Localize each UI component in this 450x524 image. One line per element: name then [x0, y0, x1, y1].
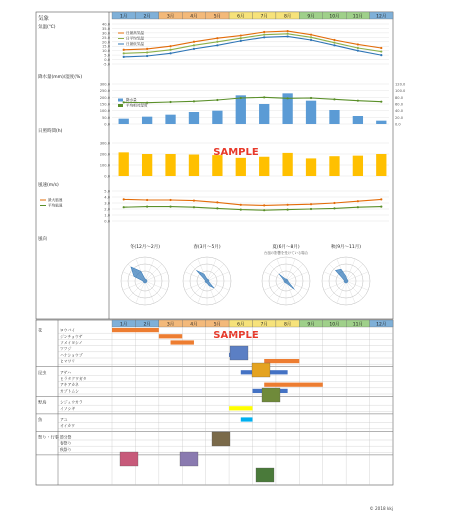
pheno-month-header-label: 2月 [143, 322, 151, 328]
precip-tick: 0.0 [104, 122, 110, 127]
precip-rtick: 60.0 [395, 102, 404, 107]
sun-bar [212, 155, 222, 176]
precip-tick: 150.0 [99, 102, 110, 107]
temp-point [216, 37, 218, 39]
pheno-month-header-label: 7月 [260, 322, 268, 328]
winddir-season-note: 台風の影響を受けている場合 [263, 251, 309, 255]
pheno-item-label: アキアカネ [60, 382, 79, 388]
temp-line [124, 34, 382, 54]
temp-point [123, 56, 125, 58]
temp-point [216, 41, 218, 43]
precip-rtick: 120.0 [395, 82, 406, 87]
temp-tick: 40.0 [101, 22, 110, 27]
winddir-rose [279, 274, 295, 290]
sun-bar [236, 158, 246, 176]
phenology-frame [36, 320, 393, 485]
month-header-label: 7月 [260, 14, 268, 20]
temp-tick: 25.0 [101, 35, 110, 40]
month-header-label: 6月 [237, 14, 245, 20]
wind-legend-entry: 最大風速 [48, 198, 63, 202]
wind-point [146, 199, 148, 201]
pheno-item-label: ヒマワリ [60, 358, 76, 364]
winddir-season-label: 夏(6月～8月) [272, 245, 300, 250]
winddir-spoke [207, 264, 224, 281]
wind-point [287, 209, 289, 211]
pheno-item-label: 春祭り [60, 440, 72, 446]
precip-bar [236, 95, 246, 124]
photo-thumbnail [256, 468, 274, 482]
temp-tick: 0.0 [104, 58, 110, 63]
pheno-month-header-label: 5月 [213, 322, 222, 328]
month-header-label: 2月 [143, 14, 151, 20]
temp-point [193, 44, 195, 46]
wind-tick: 5.0 [104, 189, 110, 194]
pheno-bar [241, 417, 253, 421]
winddir-spoke [346, 281, 363, 298]
month-header-label: 1月 [120, 14, 128, 20]
photo-thumbnail [180, 452, 198, 466]
pheno-bar [229, 406, 252, 410]
temp-point [287, 33, 289, 35]
temp-point [263, 36, 265, 38]
wind-point [263, 204, 265, 206]
temp-point [169, 45, 171, 47]
weather-label: 気象 [38, 16, 50, 22]
sun-tick: 0.0 [104, 174, 110, 179]
wind-point [310, 208, 312, 210]
sun-bar [165, 154, 175, 176]
pheno-group-label: 魚 [38, 417, 43, 422]
temp-point [123, 52, 125, 54]
wind-point [240, 204, 242, 206]
precip-bar [119, 119, 129, 124]
temp-legend-entry: 日最低気温 [126, 42, 144, 46]
temp-point [287, 30, 289, 32]
wind-point [193, 206, 195, 208]
wind-tick: 3.0 [104, 201, 110, 206]
winddir-spoke [269, 281, 286, 298]
sun-bar [282, 153, 292, 176]
month-header-label: 3月 [166, 14, 175, 20]
pheno-item-label: ヒラタクワガタ [60, 376, 87, 381]
temp-point [146, 48, 148, 50]
wind-tick: 0.0 [104, 219, 110, 224]
pheno-month-header-label: 11月 [352, 322, 363, 328]
pheno-group-label: 野鳥 [38, 399, 47, 405]
precip-tick: 300.0 [99, 82, 110, 87]
photo-thumbnail [212, 432, 230, 446]
wind-tick: 4.0 [104, 195, 110, 200]
precip-bar [142, 117, 152, 124]
precip-bar [165, 115, 175, 124]
wind-point [216, 207, 218, 209]
wind-point [333, 207, 335, 209]
wind-point [263, 209, 265, 211]
wind-point [310, 203, 312, 205]
photo-thumbnail [120, 452, 138, 466]
pheno-item-label: カブトムシ [60, 388, 79, 394]
sun-bar [376, 154, 386, 176]
temp-point [146, 55, 148, 57]
precip-title: 降水量(mm)/湿度(%) [38, 75, 83, 80]
pheno-group-label: 昆虫 [38, 369, 47, 375]
temp-point [380, 50, 382, 52]
pheno-bar [159, 334, 182, 338]
wind-point [240, 209, 242, 211]
temp-legend-entry: 日平均気温 [126, 36, 144, 41]
sun-bar [142, 154, 152, 176]
temp-point [216, 44, 218, 46]
pheno-item-label: イソシギ [60, 405, 76, 411]
sun-bar [119, 152, 129, 176]
precip-bar [212, 111, 222, 124]
pheno-month-header-label: 8月 [283, 322, 292, 328]
temp-point [169, 49, 171, 51]
pheno-bar [171, 340, 194, 344]
wind-point [380, 198, 382, 200]
month-header-label: 9月 [307, 14, 315, 20]
temp-point [263, 34, 265, 36]
photo-thumbnail [262, 388, 280, 402]
humidity-point [357, 100, 359, 102]
copyright: © 2018 kkj [369, 506, 393, 511]
pheno-month-header-label: 6月 [237, 322, 245, 328]
pheno-item-label: ロウバイ [60, 327, 76, 333]
wind-point [123, 198, 125, 200]
sun-bar [306, 158, 316, 176]
month-header-label: 10月 [329, 14, 340, 20]
wind-point [169, 199, 171, 201]
temp-point [333, 42, 335, 44]
sun-tick: 200.0 [99, 152, 110, 157]
pheno-month-header-label: 10月 [329, 322, 340, 328]
pheno-item-label: アユ [60, 417, 68, 422]
wind-point [380, 206, 382, 208]
temp-point [123, 49, 125, 51]
temp-tick: -5.0 [102, 62, 110, 67]
temp-point [287, 35, 289, 37]
pheno-item-label: アゲハ [60, 369, 72, 375]
pheno-item-label: ハナショウブ [60, 352, 83, 358]
wind-point [357, 206, 359, 208]
watermark: SAMPLE [213, 330, 259, 341]
temp-tick: 5.0 [104, 53, 110, 58]
pheno-month-header-label: 3月 [166, 322, 175, 328]
humidity-line [124, 97, 382, 102]
wind-point [123, 206, 125, 208]
wind-point [357, 200, 359, 202]
wind-point [146, 206, 148, 208]
winddir-spoke [286, 264, 303, 281]
temp-tick: 15.0 [101, 44, 110, 49]
humidity-point [123, 101, 125, 103]
pheno-bar [264, 359, 299, 363]
pheno-group-label: 祭り・行事 [38, 434, 59, 440]
sun-bar [329, 156, 339, 176]
humidity-point [333, 98, 335, 100]
pheno-item-label: 節分祭 [60, 434, 72, 440]
winddir-title: 風向 [38, 237, 47, 242]
precip-rtick: 20.0 [395, 115, 404, 120]
precip-bar [189, 112, 199, 124]
temp-point [193, 41, 195, 43]
wind-legend-entry: 平均風速 [48, 203, 63, 208]
winddir-rose [131, 267, 147, 283]
watermark: SAMPLE [213, 147, 259, 158]
wind-point [193, 200, 195, 202]
winddir-spoke [329, 281, 346, 298]
temp-tick: 10.0 [101, 49, 110, 54]
temp-point [169, 52, 171, 54]
wind-tick: 1.0 [104, 213, 110, 218]
sun-tick: 300.0 [99, 141, 110, 146]
pheno-month-header-label: 4月 [190, 322, 198, 328]
humidity-point [310, 97, 312, 99]
temp-point [310, 39, 312, 41]
precip-rtick: 80.0 [395, 95, 404, 100]
sun-bar [353, 156, 363, 176]
precip-bar [353, 116, 363, 124]
precip-legend-swatch [118, 99, 123, 102]
precip-bar [376, 121, 386, 124]
humidity-point [216, 99, 218, 101]
pheno-item-label: シジュウカラ [60, 399, 83, 405]
pheno-item-label: ソメイヨシノ [60, 340, 83, 345]
wind-title: 風速(m/s) [38, 183, 59, 188]
precip-bar [306, 101, 316, 124]
temp-point [240, 34, 242, 36]
precip-tick: 250.0 [99, 89, 110, 94]
temp-point [240, 37, 242, 39]
wind-point [333, 202, 335, 204]
photo-thumbnail [230, 346, 248, 360]
pheno-item-label: 秋祭り [60, 446, 72, 452]
temp-tick: 30.0 [101, 31, 110, 36]
precip-tick: 200.0 [99, 95, 110, 100]
precip-legend-swatch [118, 104, 123, 107]
temp-point [310, 34, 312, 36]
month-header-label: 8月 [283, 14, 292, 20]
winddir-spoke [346, 264, 363, 281]
wind-point [216, 201, 218, 203]
precip-bar [329, 110, 339, 124]
humidity-point [380, 101, 382, 103]
wind-tick: 2.0 [104, 207, 110, 212]
temp-point [193, 48, 195, 50]
precip-tick: 100.0 [99, 109, 110, 114]
month-header-label: 4月 [190, 14, 198, 20]
pheno-item-label: オイカワ [60, 423, 75, 429]
humidity-point [240, 97, 242, 99]
winddir-spoke [190, 281, 207, 298]
winddir-season-label: 冬(12月～2月) [129, 245, 161, 250]
pheno-item-label: ツツジ [60, 346, 72, 352]
temp-tick: 20.0 [101, 40, 110, 45]
temp-point [380, 47, 382, 49]
winddir-season-label: 秋(9月～11月) [330, 245, 362, 250]
temp-point [146, 51, 148, 53]
precip-legend-entry: 降水量 [126, 98, 137, 102]
humidity-point [193, 100, 195, 102]
winddir-spoke [145, 281, 162, 298]
month-header-label: 12月 [376, 14, 387, 20]
month-header-label: 5月 [213, 14, 222, 20]
temp-point [357, 50, 359, 52]
pheno-month-header-label: 12月 [376, 322, 387, 328]
pheno-month-header-label: 9月 [307, 322, 315, 328]
pheno-item-label: ジンチョウゲ [60, 333, 83, 339]
wind-line [124, 199, 382, 205]
winddir-season-label: 春(3月～5月) [193, 245, 221, 250]
wind-line [124, 207, 382, 211]
humidity-point [263, 96, 265, 98]
temp-legend-entry: 日最高気温 [126, 31, 144, 35]
humidity-point [287, 97, 289, 99]
temp-title: 気温(℃) [38, 25, 56, 30]
pheno-group-label: 花 [38, 327, 43, 333]
winddir-spoke [128, 281, 145, 298]
pheno-bar [112, 328, 159, 332]
sun-bar [259, 157, 269, 176]
precip-rtick: 0.0 [395, 122, 401, 127]
temp-point [333, 39, 335, 41]
temp-point [263, 31, 265, 33]
wind-point [169, 206, 171, 208]
sun-title: 日照時間(h) [38, 129, 63, 134]
pheno-bar [264, 383, 323, 387]
humidity-point [169, 101, 171, 103]
temp-point [310, 36, 312, 38]
winddir-spoke [145, 264, 162, 281]
temp-point [357, 47, 359, 49]
precip-tick: 50.0 [101, 115, 110, 120]
temp-tick: 35.0 [101, 26, 110, 31]
month-header-label: 11月 [352, 14, 363, 20]
sun-tick: 100.0 [99, 163, 110, 168]
wind-point [287, 204, 289, 206]
temp-point [357, 43, 359, 45]
temp-point [333, 44, 335, 46]
temp-point [380, 54, 382, 56]
precip-bar [259, 104, 269, 124]
precip-rtick: 100.0 [395, 89, 406, 94]
photo-thumbnail [252, 363, 270, 377]
precip-legend-entry: 平均相対湿度 [126, 103, 148, 108]
pheno-month-header-label: 1月 [120, 322, 128, 328]
precip-rtick: 40.0 [395, 109, 404, 114]
temp-point [240, 40, 242, 42]
sun-bar [189, 155, 199, 176]
